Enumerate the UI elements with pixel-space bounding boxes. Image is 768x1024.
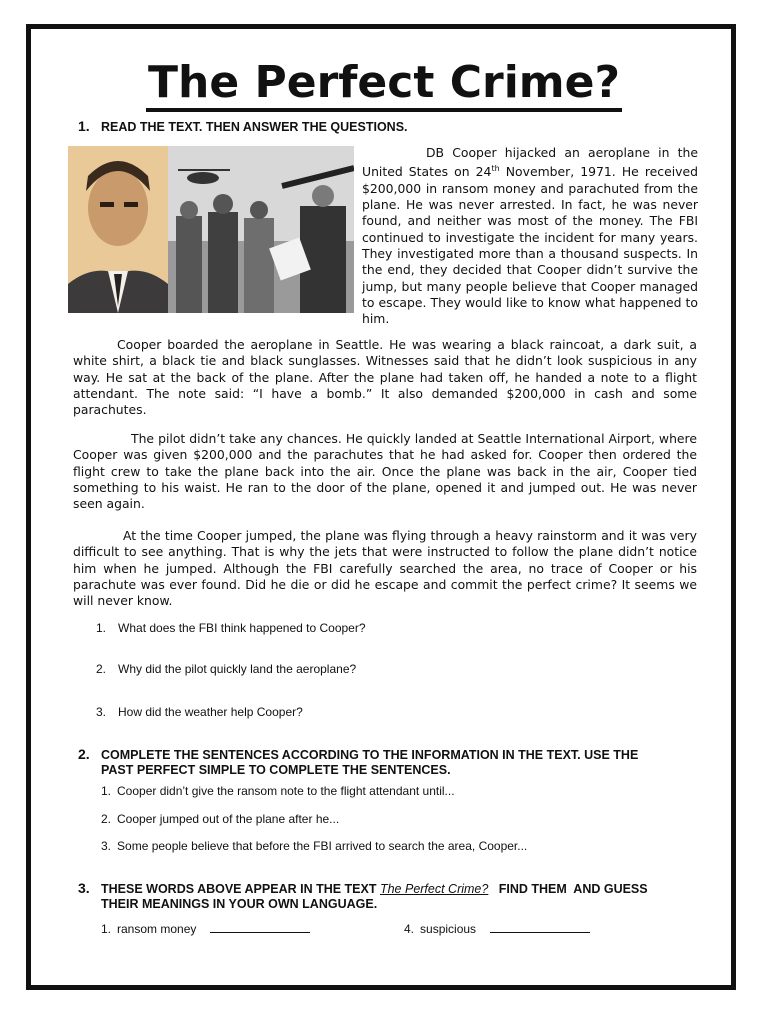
intro-paragraph: DB Cooper hijacked an aeroplane in the United States on 24th November, 1971. He received $200,000 in ransom money and parachuted from the plane. He was never arrested. In fact, he was never found, and neither was most of the money. The FBI continued to investigate the incident for many years. They investigated more than a thousand suspects. In the end, they decided that Cooper didn’t survive the jump, but many people believe that Cooper managed to escape. They would like to know what happened to him. (362, 145, 698, 327)
question-item: 3. How did the weather help Cooper? (96, 705, 303, 719)
section3-number: 3. (78, 880, 90, 896)
section2-heading: COMPLETE THE SENTENCES ACCORDING TO THE INFORMATION IN THE TEXT. USE THE PAST PERFECT SIMPLE TO COMPLETE THE SENTENCES. (101, 748, 639, 777)
sentence-item: 2. Cooper jumped out of the plane after he... (101, 812, 340, 826)
paragraph-rainstorm: At the time Cooper jumped, the plane was flying through a heavy rainstorm and it was very difficult to see anything. That is why the jets that were instructed to follow the plane didn’t notice him when he jumped. Although the FBI carefully searched the area, no trace of Cooper or his parachute was ever found. Did he die or did he escape and commit the perfect crime? It seems we will never know. (73, 528, 697, 609)
vocab-item: 4. suspicious (404, 922, 590, 936)
section1-heading: READ THE TEXT. THEN ANSWER THE QUESTIONS. (101, 120, 408, 134)
vocab-item: 1. ransom money (101, 922, 310, 936)
question-item: 2. Why did the pilot quickly land the aeroplane? (96, 662, 357, 676)
answer-blank[interactable] (490, 922, 590, 933)
section1-number: 1. (78, 118, 90, 134)
sentence-item: 1. Cooper didn’t give the ransom note to the flight attendant until... (101, 784, 455, 798)
sentence-item: 3. Some people believe that before the FBI arrived to search the area, Cooper... (101, 839, 528, 853)
page-title: The Perfect Crime? (0, 56, 768, 110)
answer-blank[interactable] (210, 922, 310, 933)
paragraph-landing: The pilot didn’t take any chances. He quickly landed at Seattle International Airport, where Cooper was given $200,000 and the parachutes that he had asked for. Cooper then ordered the flight crew to take the plane back into the air. Once the plane was back in the air, Cooper tied something to his waist. He ran to the door of the plane, opened it and jumped out. He was never seen again. (73, 431, 697, 512)
paragraph-boarding: Cooper boarded the aeroplane in Seattle. He was wearing a black raincoat, a dark suit, a white shirt, a black tie and black sunglasses. Witnesses said that he didn’t look suspicious in any way. He sat at the back of the plane. After the plane had taken off, he handed a note to a flight attendant. The note said: “I have a bomb.” It also demanded $200,000 in cash and some parachutes. (73, 337, 697, 418)
section2-number: 2. (78, 746, 90, 762)
section3-heading: THESE WORDS ABOVE APPEAR IN THE TEXT The Perfect Crime? FIND THEM AND GUESS THEIR MEANINGS IN YOUR OWN LANGUAGE. (101, 882, 648, 911)
cooper-photo (68, 146, 354, 313)
question-item: 1. What does the FBI think happened to Cooper? (96, 621, 366, 635)
